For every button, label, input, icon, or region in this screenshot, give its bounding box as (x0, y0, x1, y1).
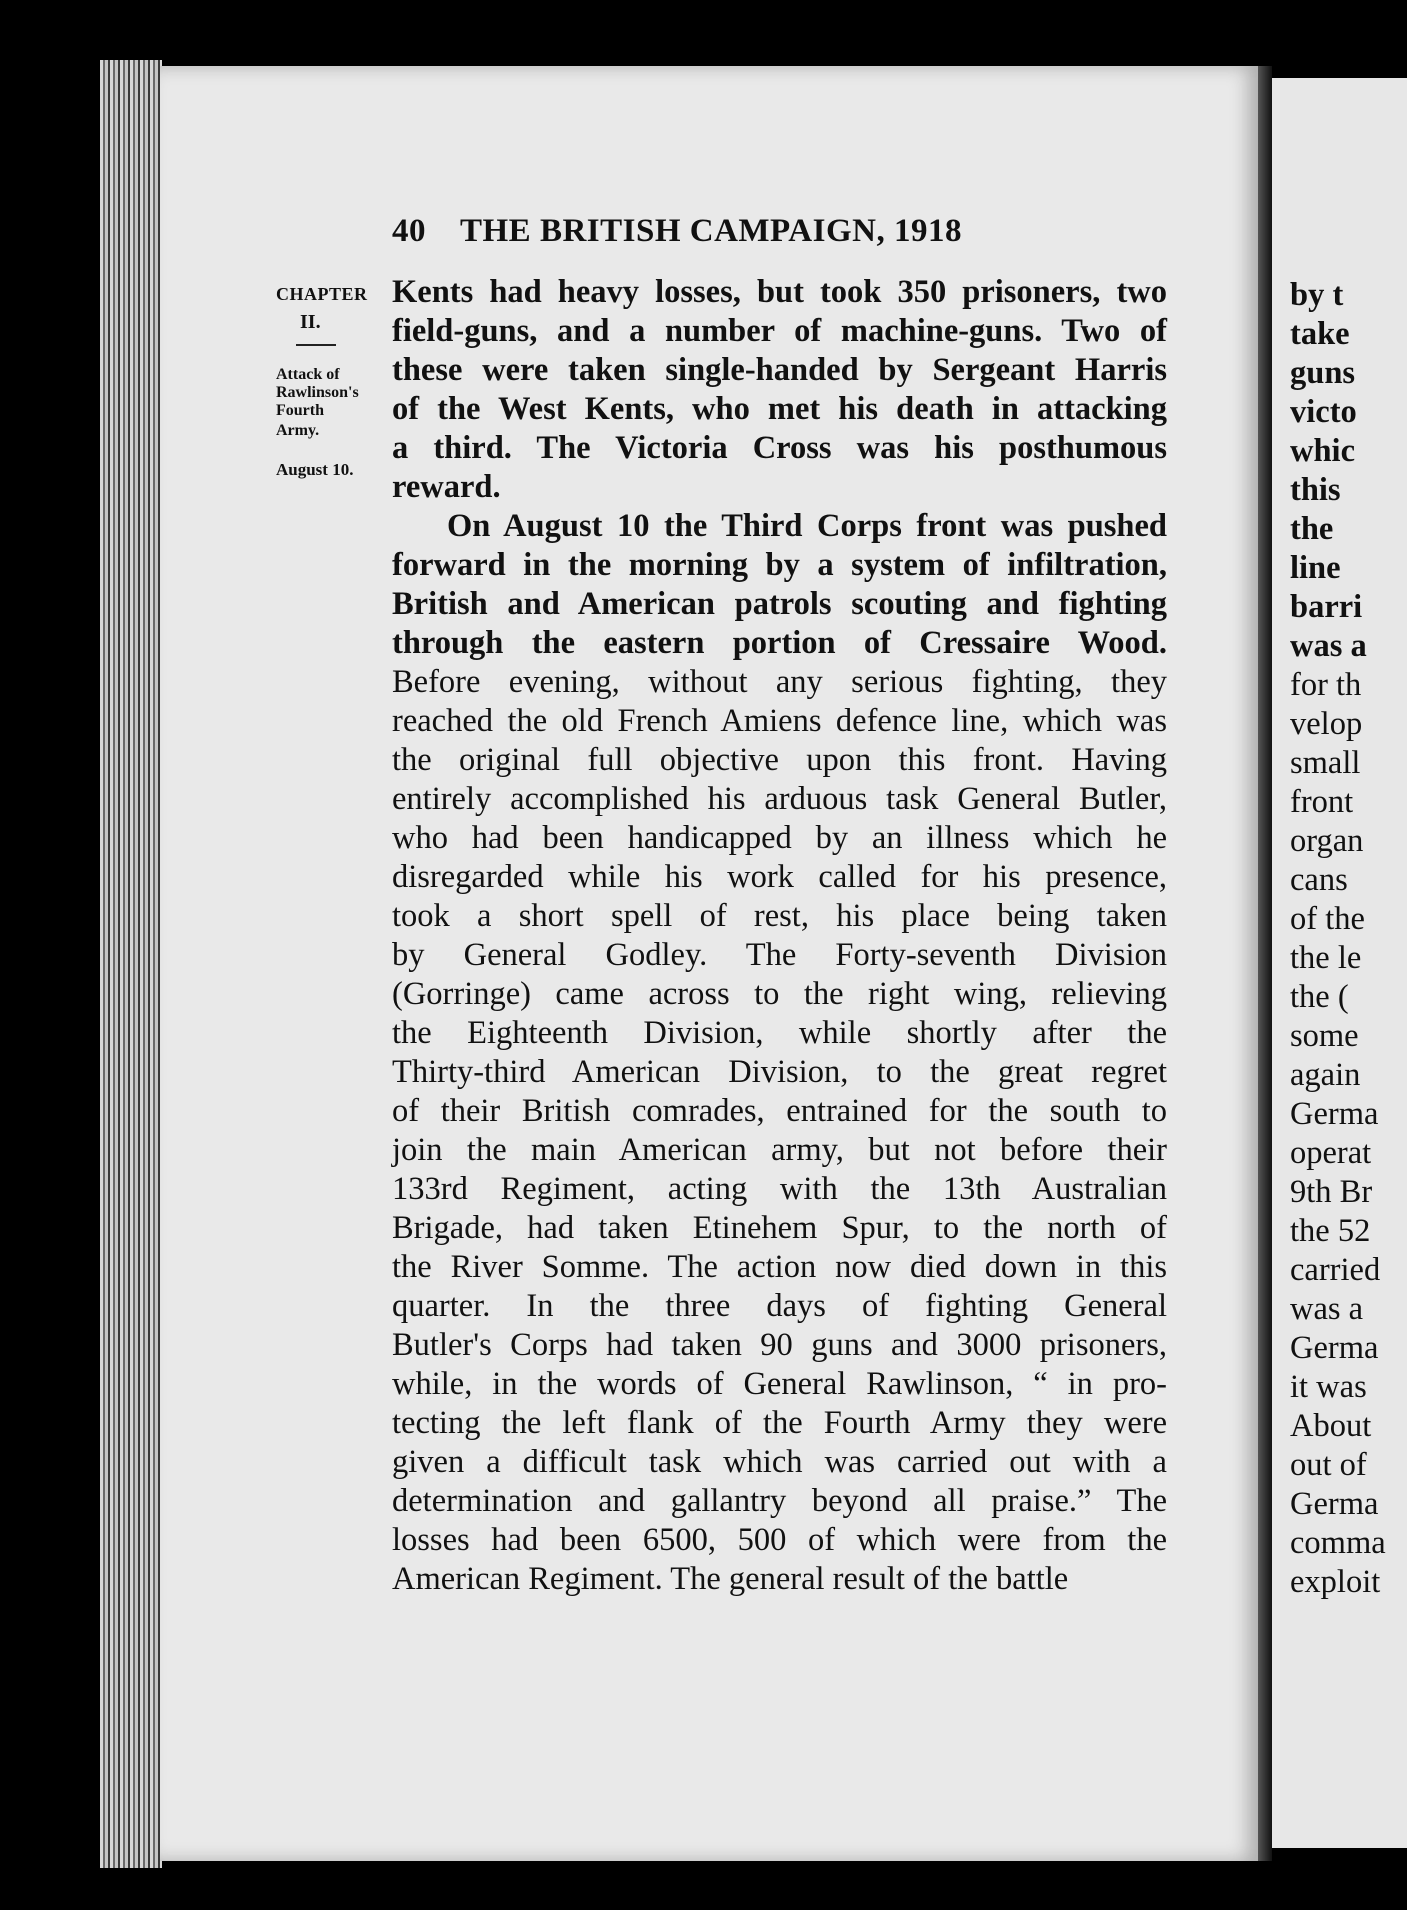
text-line: of the West Kents, who met his death in attacking (392, 391, 1167, 427)
sidenote-section-line: Army. (276, 422, 320, 439)
text-line: a third. The Victoria Cross was his posthumous (392, 430, 1167, 466)
right-page-line: take (1290, 316, 1350, 352)
right-page-line: whic (1290, 433, 1355, 469)
right-page-line: for th (1290, 667, 1362, 703)
right-page-text (1290, 276, 1386, 1602)
right-page-line: victo (1290, 394, 1357, 430)
text-line: while, in the words of General Rawlinson, “ in pro- (392, 1366, 1167, 1402)
text-line: took a short spell of rest, his place being taken (392, 898, 1167, 934)
right-page-line: line (1290, 550, 1341, 586)
text-line: Thirty-third American Division, to the great regret (392, 1054, 1167, 1090)
page-number: 40 (392, 213, 426, 249)
right-page (1272, 78, 1407, 1848)
text-line: through the eastern portion of Cressaire Wood. (392, 625, 1167, 661)
text-line: the original full objective upon this front. Having (392, 742, 1167, 778)
text-line: of their British comrades, entrained for the south to (392, 1093, 1167, 1129)
right-page-line: organ (1290, 823, 1364, 859)
right-page-line: Germa (1290, 1486, 1379, 1522)
text-line: forward in the morning by a system of infiltration, (392, 547, 1167, 583)
text-line: given a difficult task which was carried out with a (392, 1444, 1167, 1480)
text-line: join the main American army, but not before their (392, 1132, 1167, 1168)
text-line: (Gorringe) came across to the right wing, relieving (392, 976, 1167, 1012)
right-page-line: it was (1290, 1369, 1367, 1405)
right-page-line: again (1290, 1057, 1361, 1093)
running-title: THE BRITISH CAMPAIGN, 1918 (460, 213, 962, 249)
text-line: disregarded while his work called for his presence, (392, 859, 1167, 895)
text-line: 133rd Regiment, acting with the 13th Australian (392, 1171, 1167, 1207)
book-page-edge (100, 60, 162, 1868)
right-page-line: by t (1290, 277, 1344, 313)
text-line: American Regiment. The general result of the battle (392, 1561, 1069, 1597)
right-page-line: cans (1290, 862, 1348, 898)
sidenote-section-line: Rawlinson's (276, 384, 359, 401)
text-line: determination and gallantry beyond all praise.” The (392, 1483, 1167, 1519)
body-bold-block (392, 273, 1167, 663)
sidenote-chapter-number: II. (300, 311, 321, 333)
text-line: Butler's Corps had taken 90 guns and 3000 prisoners, (392, 1327, 1167, 1363)
right-page-line: of the (1290, 901, 1365, 937)
running-header (392, 213, 962, 250)
text-line: the River Somme. The action now died down in this (392, 1249, 1167, 1285)
text-line: field-guns, and a number of machine-guns. Two of (392, 313, 1167, 349)
sidenote-date: August 10. (276, 460, 354, 479)
text-line: reached the old French Amiens defence line, which was (392, 703, 1167, 739)
text-line: these were taken single-handed by Sergeant Harris (392, 352, 1167, 388)
right-page-line: the le (1290, 940, 1362, 976)
text-line: tecting the left flank of the Fourth Army they were (392, 1405, 1167, 1441)
right-page-line: the ( (1290, 979, 1349, 1015)
text-line: losses had been 6500, 500 of which were from the (392, 1522, 1167, 1558)
body-text (392, 273, 1167, 1599)
right-page-line: velop (1290, 706, 1363, 742)
sidenote-rule (296, 344, 336, 346)
right-page-line: guns (1290, 355, 1356, 391)
text-line: who had been handicapped by an illness which he (392, 820, 1167, 856)
right-page-line: was a (1290, 1291, 1364, 1327)
text-line: quarter. In the three days of fighting General (392, 1288, 1167, 1324)
text-line: On August 10 the Third Corps front was pushed (447, 508, 1167, 544)
sidenote-chapter: CHAPTER (276, 284, 368, 304)
right-page-line: some (1290, 1018, 1359, 1054)
sidenote-section-line: Attack of (276, 366, 340, 383)
right-page-line: carried (1290, 1252, 1381, 1288)
right-page-line: 9th Br (1290, 1174, 1373, 1210)
right-page-line: the (1290, 511, 1334, 547)
right-page-line: Germa (1290, 1330, 1379, 1366)
book-gutter (1258, 66, 1272, 1861)
text-line: Kents had heavy losses, but took 350 prisoners, two (392, 274, 1167, 310)
right-page-line: out of (1290, 1447, 1367, 1483)
body-regular-block (392, 663, 1167, 1599)
right-page-line: exploit (1290, 1564, 1381, 1600)
text-line: reward. (392, 469, 501, 505)
right-page-line: About (1290, 1408, 1372, 1444)
right-page-line: comma (1290, 1525, 1386, 1561)
right-page-line: Germa (1290, 1096, 1379, 1132)
sidenote-section-line: Fourth (276, 402, 324, 419)
text-line: Brigade, had taken Etinehem Spur, to the north of (392, 1210, 1167, 1246)
right-page-line: small (1290, 745, 1361, 781)
right-page-line: was a (1290, 628, 1367, 664)
text-line: British and American patrols scouting and fighting (392, 586, 1167, 622)
right-page-line: this (1290, 472, 1341, 508)
text-line: entirely accomplished his arduous task General Butler, (392, 781, 1167, 817)
right-page-line: barri (1290, 589, 1363, 625)
right-page-line: operat (1290, 1135, 1372, 1171)
right-page-line: the 52 (1290, 1213, 1371, 1249)
text-line: by General Godley. The Forty-seventh Division (392, 937, 1167, 973)
right-page-line: front (1290, 784, 1354, 820)
text-line: Before evening, without any serious fighting, they (392, 664, 1167, 700)
text-line: the Eighteenth Division, while shortly after the (392, 1015, 1167, 1051)
